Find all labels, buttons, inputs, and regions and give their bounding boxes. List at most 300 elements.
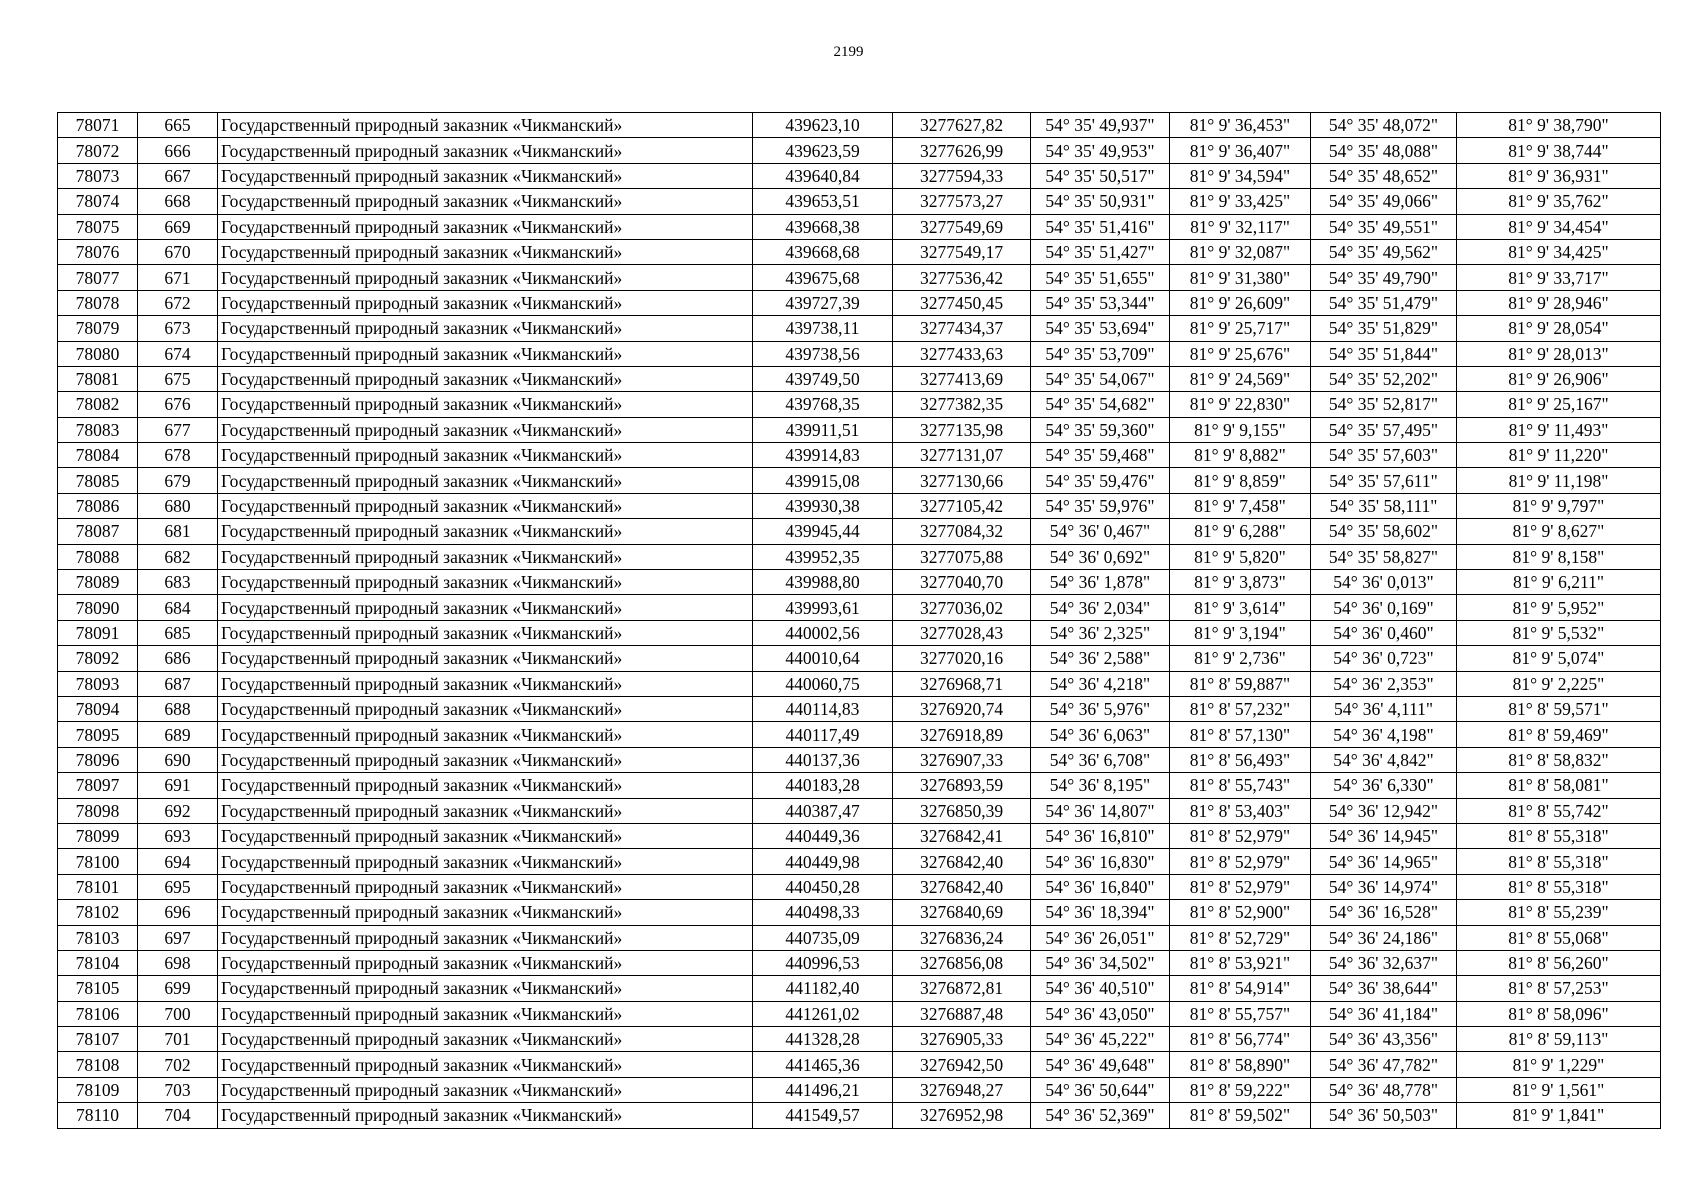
longitude-2-cell: 81° 9' 5,952" [1457,595,1661,620]
zone-name-cell: Государственный природный заказник «Чикманский» [218,646,753,671]
x-coordinate-cell: 439727,39 [753,290,893,315]
latitude-1-cell: 54° 35' 54,682" [1031,392,1170,417]
point-number-cell: 682 [138,544,218,569]
point-number-cell: 679 [138,468,218,493]
x-coordinate-cell: 441549,57 [753,1103,893,1128]
point-number-cell: 689 [138,722,218,747]
longitude-1-cell: 81° 9' 9,155" [1170,417,1311,442]
table-row [58,671,1661,696]
row-id-cell: 78079 [58,316,138,341]
point-number-cell: 668 [138,189,218,214]
latitude-2-cell: 54° 35' 57,495" [1311,417,1457,442]
table-row [58,366,1661,391]
table-row [58,468,1661,493]
longitude-2-cell: 81° 9' 8,627" [1457,519,1661,544]
table-row [58,570,1661,595]
longitude-2-cell: 81° 8' 55,318" [1457,874,1661,899]
longitude-2-cell: 81° 9' 11,220" [1457,443,1661,468]
latitude-1-cell: 54° 36' 6,708" [1031,747,1170,772]
point-number-cell: 670 [138,239,218,264]
y-coordinate-cell: 3276842,40 [893,874,1031,899]
longitude-1-cell: 81° 8' 52,979" [1170,823,1311,848]
zone-name-cell: Государственный природный заказник «Чикманский» [218,1103,753,1128]
y-coordinate-cell: 3276840,69 [893,900,1031,925]
y-coordinate-cell: 3277536,42 [893,265,1031,290]
y-coordinate-cell: 3276893,59 [893,773,1031,798]
point-number-cell: 692 [138,798,218,823]
y-coordinate-cell: 3276872,81 [893,976,1031,1001]
y-coordinate-cell: 3277413,69 [893,366,1031,391]
row-id-cell: 78073 [58,163,138,188]
row-id-cell: 78108 [58,1052,138,1077]
table-row [58,138,1661,163]
row-id-cell: 78092 [58,646,138,671]
y-coordinate-cell: 3276836,24 [893,925,1031,950]
zone-name-cell: Государственный природный заказник «Чикманский» [218,214,753,239]
point-number-cell: 695 [138,874,218,899]
longitude-2-cell: 81° 9' 1,841" [1457,1103,1661,1128]
point-number-cell: 676 [138,392,218,417]
latitude-2-cell: 54° 35' 58,602" [1311,519,1457,544]
longitude-1-cell: 81° 9' 8,882" [1170,443,1311,468]
longitude-2-cell: 81° 9' 1,561" [1457,1077,1661,1102]
zone-name-cell: Государственный природный заказник «Чикманский» [218,747,753,772]
zone-name-cell: Государственный природный заказник «Чикманский» [218,1027,753,1052]
zone-name-cell: Государственный природный заказник «Чикманский» [218,493,753,518]
latitude-2-cell: 54° 36' 24,186" [1311,925,1457,950]
latitude-1-cell: 54° 35' 53,344" [1031,290,1170,315]
latitude-1-cell: 54° 36' 0,692" [1031,544,1170,569]
latitude-1-cell: 54° 35' 51,427" [1031,239,1170,264]
row-id-cell: 78075 [58,214,138,239]
x-coordinate-cell: 441496,21 [753,1077,893,1102]
longitude-1-cell: 81° 9' 7,458" [1170,493,1311,518]
latitude-2-cell: 54° 36' 43,356" [1311,1027,1457,1052]
longitude-2-cell: 81° 9' 34,425" [1457,239,1661,264]
point-number-cell: 698 [138,950,218,975]
point-number-cell: 688 [138,696,218,721]
latitude-2-cell: 54° 36' 12,942" [1311,798,1457,823]
table-row [58,392,1661,417]
longitude-2-cell: 81° 8' 55,068" [1457,925,1661,950]
longitude-2-cell: 81° 8' 59,571" [1457,696,1661,721]
x-coordinate-cell: 440449,36 [753,823,893,848]
row-id-cell: 78104 [58,950,138,975]
table-row [58,900,1661,925]
table-row [58,1077,1661,1102]
longitude-1-cell: 81° 9' 24,569" [1170,366,1311,391]
latitude-2-cell: 54° 35' 58,111" [1311,493,1457,518]
longitude-1-cell: 81° 9' 36,407" [1170,138,1311,163]
table-row [58,316,1661,341]
row-id-cell: 78100 [58,849,138,874]
point-number-cell: 700 [138,1001,218,1026]
page-number: 2199 [833,44,864,60]
longitude-1-cell: 81° 8' 59,502" [1170,1103,1311,1128]
row-id-cell: 78094 [58,696,138,721]
row-id-cell: 78084 [58,443,138,468]
row-id-cell: 78082 [58,392,138,417]
point-number-cell: 675 [138,366,218,391]
longitude-2-cell: 81° 8' 59,113" [1457,1027,1661,1052]
latitude-2-cell: 54° 35' 49,790" [1311,265,1457,290]
y-coordinate-cell: 3276920,74 [893,696,1031,721]
row-id-cell: 78101 [58,874,138,899]
y-coordinate-cell: 3277036,02 [893,595,1031,620]
latitude-1-cell: 54° 36' 1,878" [1031,570,1170,595]
x-coordinate-cell: 439930,38 [753,493,893,518]
longitude-2-cell: 81° 9' 35,762" [1457,189,1661,214]
point-number-cell: 687 [138,671,218,696]
longitude-2-cell: 81° 8' 55,239" [1457,900,1661,925]
x-coordinate-cell: 441328,28 [753,1027,893,1052]
x-coordinate-cell: 439993,61 [753,595,893,620]
latitude-1-cell: 54° 36' 40,510" [1031,976,1170,1001]
row-id-cell: 78080 [58,341,138,366]
zone-name-cell: Государственный природный заказник «Чикманский» [218,392,753,417]
point-number-cell: 702 [138,1052,218,1077]
zone-name-cell: Государственный природный заказник «Чикманский» [218,1077,753,1102]
latitude-2-cell: 54° 36' 0,013" [1311,570,1457,595]
zone-name-cell: Государственный природный заказник «Чикманский» [218,189,753,214]
y-coordinate-cell: 3277627,82 [893,113,1031,138]
zone-name-cell: Государственный природный заказник «Чикманский» [218,570,753,595]
y-coordinate-cell: 3276952,98 [893,1103,1031,1128]
latitude-2-cell: 54° 35' 52,817" [1311,392,1457,417]
longitude-1-cell: 81° 9' 26,609" [1170,290,1311,315]
latitude-1-cell: 54° 35' 51,416" [1031,214,1170,239]
longitude-1-cell: 81° 9' 25,717" [1170,316,1311,341]
latitude-1-cell: 54° 36' 14,807" [1031,798,1170,823]
latitude-2-cell: 54° 36' 14,974" [1311,874,1457,899]
row-id-cell: 78087 [58,519,138,544]
table-row [58,1103,1661,1128]
row-id-cell: 78071 [58,113,138,138]
point-number-cell: 694 [138,849,218,874]
row-id-cell: 78083 [58,417,138,442]
longitude-2-cell: 81° 9' 28,013" [1457,341,1661,366]
latitude-2-cell: 54° 35' 51,479" [1311,290,1457,315]
x-coordinate-cell: 439768,35 [753,392,893,417]
latitude-1-cell: 54° 35' 53,709" [1031,341,1170,366]
zone-name-cell: Государственный природный заказник «Чикманский» [218,1052,753,1077]
zone-name-cell: Государственный природный заказник «Чикманский» [218,671,753,696]
x-coordinate-cell: 439668,68 [753,239,893,264]
x-coordinate-cell: 439749,50 [753,366,893,391]
latitude-1-cell: 54° 36' 6,063" [1031,722,1170,747]
x-coordinate-cell: 441261,02 [753,1001,893,1026]
longitude-2-cell: 81° 9' 25,167" [1457,392,1661,417]
y-coordinate-cell: 3277434,37 [893,316,1031,341]
longitude-2-cell: 81° 8' 58,832" [1457,747,1661,772]
latitude-2-cell: 54° 35' 49,551" [1311,214,1457,239]
latitude-1-cell: 54° 35' 53,694" [1031,316,1170,341]
row-id-cell: 78081 [58,366,138,391]
point-number-cell: 704 [138,1103,218,1128]
y-coordinate-cell: 3277626,99 [893,138,1031,163]
zone-name-cell: Государственный природный заказник «Чикманский» [218,316,753,341]
latitude-1-cell: 54° 35' 59,976" [1031,493,1170,518]
table-row [58,239,1661,264]
x-coordinate-cell: 440060,75 [753,671,893,696]
longitude-1-cell: 81° 8' 59,887" [1170,671,1311,696]
zone-name-cell: Государственный природный заказник «Чикманский» [218,341,753,366]
row-id-cell: 78097 [58,773,138,798]
point-number-cell: 690 [138,747,218,772]
longitude-1-cell: 81° 9' 3,873" [1170,570,1311,595]
y-coordinate-cell: 3277549,17 [893,239,1031,264]
zone-name-cell: Государственный природный заказник «Чикманский» [218,823,753,848]
y-coordinate-cell: 3277594,33 [893,163,1031,188]
latitude-1-cell: 54° 36' 0,467" [1031,519,1170,544]
latitude-1-cell: 54° 35' 59,468" [1031,443,1170,468]
latitude-2-cell: 54° 35' 51,829" [1311,316,1457,341]
zone-name-cell: Государственный природный заказник «Чикманский» [218,798,753,823]
row-id-cell: 78085 [58,468,138,493]
latitude-2-cell: 54° 36' 48,778" [1311,1077,1457,1102]
zone-name-cell: Государственный природный заказник «Чикманский» [218,163,753,188]
x-coordinate-cell: 440114,83 [753,696,893,721]
zone-name-cell: Государственный природный заказник «Чикманский» [218,950,753,975]
latitude-1-cell: 54° 36' 18,394" [1031,900,1170,925]
x-coordinate-cell: 439915,08 [753,468,893,493]
y-coordinate-cell: 3277382,35 [893,392,1031,417]
latitude-2-cell: 54° 35' 57,603" [1311,443,1457,468]
table-row [58,214,1661,239]
latitude-1-cell: 54° 36' 2,325" [1031,620,1170,645]
y-coordinate-cell: 3277573,27 [893,189,1031,214]
x-coordinate-cell: 439623,10 [753,113,893,138]
x-coordinate-cell: 439738,11 [753,316,893,341]
latitude-1-cell: 54° 35' 50,517" [1031,163,1170,188]
x-coordinate-cell: 439914,83 [753,443,893,468]
x-coordinate-cell: 440735,09 [753,925,893,950]
y-coordinate-cell: 3276842,41 [893,823,1031,848]
x-coordinate-cell: 439668,38 [753,214,893,239]
longitude-2-cell: 81° 8' 55,742" [1457,798,1661,823]
y-coordinate-cell: 3277020,16 [893,646,1031,671]
latitude-2-cell: 54° 36' 47,782" [1311,1052,1457,1077]
row-id-cell: 78078 [58,290,138,315]
latitude-1-cell: 54° 35' 50,931" [1031,189,1170,214]
table-row [58,1027,1661,1052]
point-number-cell: 697 [138,925,218,950]
longitude-1-cell: 81° 9' 3,614" [1170,595,1311,620]
point-number-cell: 693 [138,823,218,848]
zone-name-cell: Государственный природный заказник «Чикманский» [218,443,753,468]
longitude-2-cell: 81° 9' 2,225" [1457,671,1661,696]
table-row [58,544,1661,569]
longitude-2-cell: 81° 9' 38,790" [1457,113,1661,138]
latitude-2-cell: 54° 36' 4,111" [1311,696,1457,721]
row-id-cell: 78077 [58,265,138,290]
latitude-1-cell: 54° 36' 43,050" [1031,1001,1170,1026]
y-coordinate-cell: 3277433,63 [893,341,1031,366]
row-id-cell: 78098 [58,798,138,823]
x-coordinate-cell: 441182,40 [753,976,893,1001]
y-coordinate-cell: 3277130,66 [893,468,1031,493]
row-id-cell: 78074 [58,189,138,214]
point-number-cell: 681 [138,519,218,544]
zone-name-cell: Государственный природный заказник «Чикманский» [218,722,753,747]
longitude-2-cell: 81° 8' 55,318" [1457,849,1661,874]
longitude-2-cell: 81° 8' 56,260" [1457,950,1661,975]
x-coordinate-cell: 439653,51 [753,189,893,214]
longitude-1-cell: 81° 8' 59,222" [1170,1077,1311,1102]
x-coordinate-cell: 440387,47 [753,798,893,823]
zone-name-cell: Государственный природный заказник «Чикманский» [218,620,753,645]
point-number-cell: 691 [138,773,218,798]
point-number-cell: 669 [138,214,218,239]
row-id-cell: 78103 [58,925,138,950]
zone-name-cell: Государственный природный заказник «Чикманский» [218,544,753,569]
x-coordinate-cell: 440498,33 [753,900,893,925]
longitude-1-cell: 81° 9' 36,453" [1170,113,1311,138]
latitude-2-cell: 54° 36' 14,945" [1311,823,1457,848]
x-coordinate-cell: 440996,53 [753,950,893,975]
longitude-1-cell: 81° 8' 56,493" [1170,747,1311,772]
longitude-1-cell: 81° 9' 34,594" [1170,163,1311,188]
point-number-cell: 678 [138,443,218,468]
table-row [58,417,1661,442]
latitude-2-cell: 54° 35' 49,066" [1311,189,1457,214]
zone-name-cell: Государственный природный заказник «Чикманский» [218,595,753,620]
x-coordinate-cell: 439623,59 [753,138,893,163]
table-body [58,113,1661,1129]
table-row [58,290,1661,315]
y-coordinate-cell: 3276907,33 [893,747,1031,772]
latitude-2-cell: 54° 36' 38,644" [1311,976,1457,1001]
x-coordinate-cell: 440183,28 [753,773,893,798]
latitude-1-cell: 54° 36' 49,648" [1031,1052,1170,1077]
row-id-cell: 78109 [58,1077,138,1102]
x-coordinate-cell: 440449,98 [753,849,893,874]
longitude-2-cell: 81° 9' 38,744" [1457,138,1661,163]
table-row [58,773,1661,798]
longitude-2-cell: 81° 9' 28,946" [1457,290,1661,315]
longitude-1-cell: 81° 8' 55,757" [1170,1001,1311,1026]
point-number-cell: 667 [138,163,218,188]
latitude-2-cell: 54° 35' 52,202" [1311,366,1457,391]
point-number-cell: 696 [138,900,218,925]
zone-name-cell: Государственный природный заказник «Чикманский» [218,265,753,290]
y-coordinate-cell: 3277450,45 [893,290,1031,315]
table-row [58,976,1661,1001]
latitude-2-cell: 54° 35' 48,072" [1311,113,1457,138]
y-coordinate-cell: 3276968,71 [893,671,1031,696]
longitude-1-cell: 81° 8' 52,979" [1170,874,1311,899]
point-number-cell: 666 [138,138,218,163]
row-id-cell: 78102 [58,900,138,925]
latitude-2-cell: 54° 36' 4,198" [1311,722,1457,747]
zone-name-cell: Государственный природный заказник «Чикманский» [218,239,753,264]
row-id-cell: 78105 [58,976,138,1001]
latitude-2-cell: 54° 36' 6,330" [1311,773,1457,798]
longitude-2-cell: 81° 9' 6,211" [1457,570,1661,595]
y-coordinate-cell: 3277084,32 [893,519,1031,544]
longitude-2-cell: 81° 9' 36,931" [1457,163,1661,188]
table-row [58,620,1661,645]
latitude-1-cell: 54° 36' 34,502" [1031,950,1170,975]
table-row [58,113,1661,138]
coordinates-table [57,112,1661,1129]
zone-name-cell: Государственный природный заказник «Чикманский» [218,1001,753,1026]
table-row [58,443,1661,468]
point-number-cell: 699 [138,976,218,1001]
longitude-1-cell: 81° 9' 8,859" [1170,468,1311,493]
table-row [58,950,1661,975]
row-id-cell: 78110 [58,1103,138,1128]
latitude-2-cell: 54° 36' 0,169" [1311,595,1457,620]
x-coordinate-cell: 439675,68 [753,265,893,290]
point-number-cell: 673 [138,316,218,341]
row-id-cell: 78090 [58,595,138,620]
x-coordinate-cell: 441465,36 [753,1052,893,1077]
table-row [58,493,1661,518]
row-id-cell: 78089 [58,570,138,595]
latitude-2-cell: 54° 36' 16,528" [1311,900,1457,925]
latitude-2-cell: 54° 36' 50,503" [1311,1103,1457,1128]
table-row [58,341,1661,366]
x-coordinate-cell: 440010,64 [753,646,893,671]
zone-name-cell: Государственный природный заказник «Чикманский» [218,925,753,950]
row-id-cell: 78096 [58,747,138,772]
longitude-2-cell: 81° 9' 26,906" [1457,366,1661,391]
latitude-1-cell: 54° 35' 59,360" [1031,417,1170,442]
y-coordinate-cell: 3276887,48 [893,1001,1031,1026]
x-coordinate-cell: 440450,28 [753,874,893,899]
longitude-1-cell: 81° 9' 25,676" [1170,341,1311,366]
longitude-1-cell: 81° 9' 5,820" [1170,544,1311,569]
x-coordinate-cell: 439911,51 [753,417,893,442]
latitude-2-cell: 54° 35' 48,652" [1311,163,1457,188]
zone-name-cell: Государственный природный заказник «Чикманский» [218,874,753,899]
x-coordinate-cell: 440137,36 [753,747,893,772]
zone-name-cell: Государственный природный заказник «Чикманский» [218,417,753,442]
latitude-2-cell: 54° 36' 32,637" [1311,950,1457,975]
longitude-2-cell: 81° 8' 58,081" [1457,773,1661,798]
zone-name-cell: Государственный природный заказник «Чикманский» [218,976,753,1001]
table-row [58,849,1661,874]
zone-name-cell: Государственный природный заказник «Чикманский» [218,696,753,721]
longitude-1-cell: 81° 9' 31,380" [1170,265,1311,290]
table-row [58,798,1661,823]
table-row [58,925,1661,950]
latitude-1-cell: 54° 36' 4,218" [1031,671,1170,696]
longitude-1-cell: 81° 8' 57,130" [1170,722,1311,747]
latitude-2-cell: 54° 35' 51,844" [1311,341,1457,366]
row-id-cell: 78091 [58,620,138,645]
latitude-2-cell: 54° 36' 0,460" [1311,620,1457,645]
y-coordinate-cell: 3276942,50 [893,1052,1031,1077]
row-id-cell: 78106 [58,1001,138,1026]
zone-name-cell: Государственный природный заказник «Чикманский» [218,366,753,391]
longitude-1-cell: 81° 8' 58,890" [1170,1052,1311,1077]
table-row [58,595,1661,620]
longitude-1-cell: 81° 9' 32,117" [1170,214,1311,239]
latitude-1-cell: 54° 35' 51,655" [1031,265,1170,290]
y-coordinate-cell: 3276856,08 [893,950,1031,975]
y-coordinate-cell: 3276842,40 [893,849,1031,874]
table-row [58,1001,1661,1026]
y-coordinate-cell: 3277040,70 [893,570,1031,595]
longitude-2-cell: 81° 8' 55,318" [1457,823,1661,848]
row-id-cell: 78107 [58,1027,138,1052]
latitude-1-cell: 54° 35' 49,953" [1031,138,1170,163]
zone-name-cell: Государственный природный заказник «Чикманский» [218,849,753,874]
longitude-2-cell: 81° 9' 5,532" [1457,620,1661,645]
longitude-2-cell: 81° 8' 57,253" [1457,976,1661,1001]
